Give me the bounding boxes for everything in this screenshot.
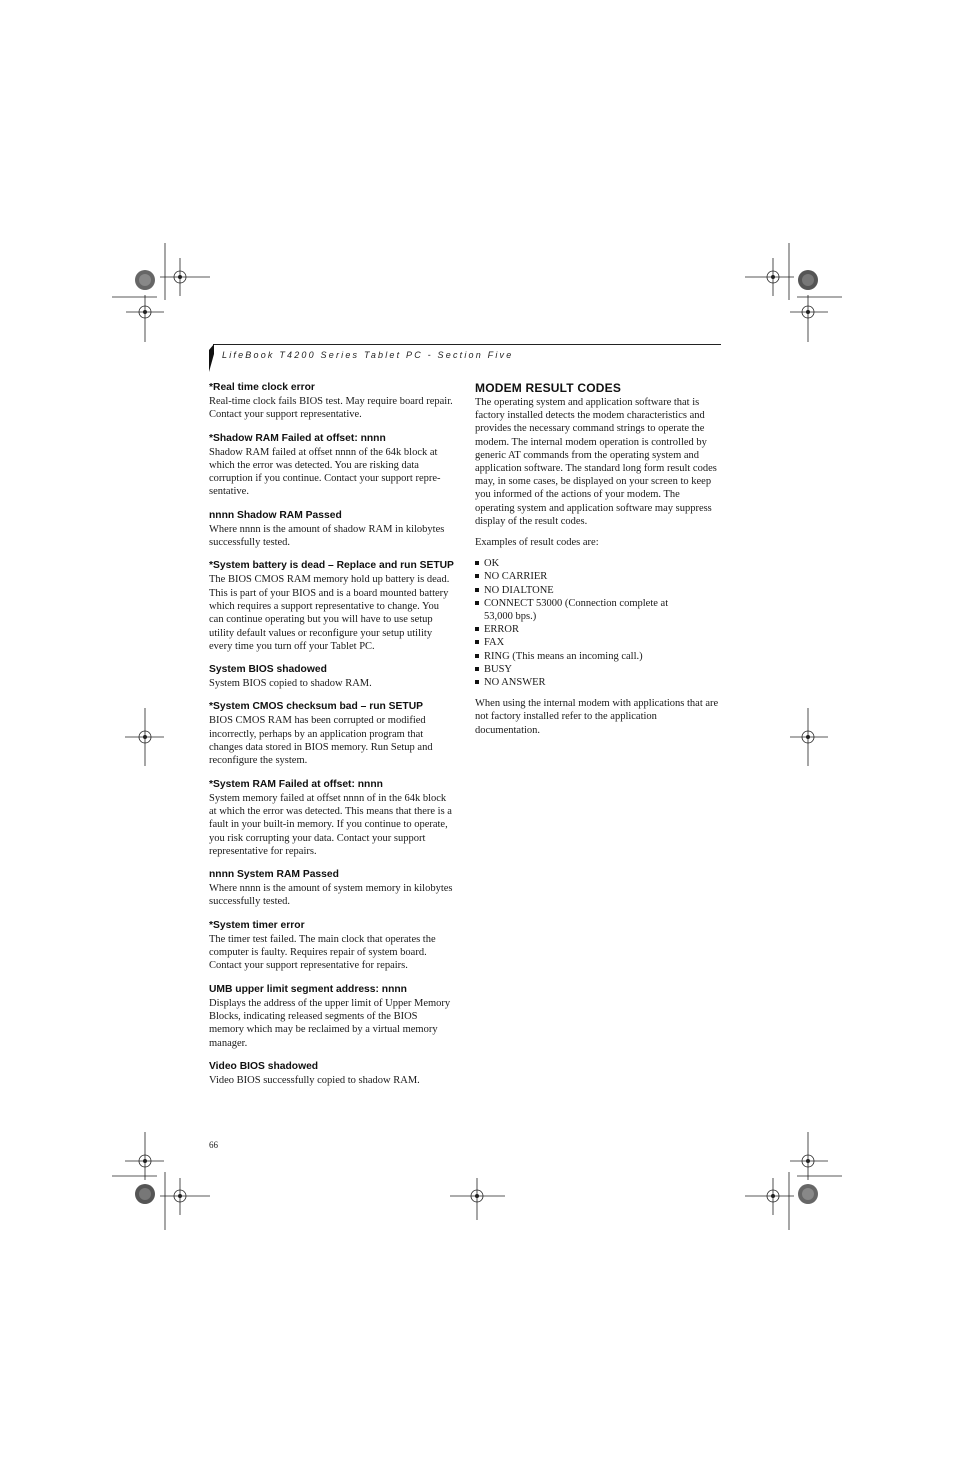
result-code: RING (This means an incoming call.): [484, 650, 643, 662]
message-body: BIOS CMOS RAM has been corrupted or modified incorrectly, perhaps by an application program that changes data stored in BIOS memory. Run Setup and reconfigure the system.: [209, 715, 433, 767]
message-title: *Shadow RAM Failed at offset: nnnn: [209, 432, 386, 444]
bullet-icon: [475, 561, 479, 565]
message-body: Where nnnn is the amount of system memory in kilobytes successfully tested.: [209, 883, 453, 908]
message-entry: [209, 919, 455, 973]
message-title: *System RAM Failed at offset: nnnn: [209, 778, 383, 790]
message-body: The timer test failed. The main clock that operates the computer is faulty. Requires repair of system board. Contact your support representative for repairs.: [209, 933, 436, 972]
running-header: [209, 344, 721, 372]
bullet-icon: [475, 667, 479, 671]
message-title: UMB upper limit segment address: nnnn: [209, 983, 407, 995]
message-entry: [209, 700, 455, 767]
result-code: OK: [484, 558, 500, 570]
message-title: *System battery is dead – Replace and run SETUP: [209, 560, 454, 572]
list-item: [475, 636, 721, 649]
message-body: System BIOS copied to shadow RAM.: [209, 678, 372, 690]
message-entry: [209, 559, 455, 653]
bullet-icon: [475, 601, 479, 605]
left-column: [209, 381, 455, 1097]
header-tab-mark: [209, 344, 214, 372]
message-body: The BIOS CMOS RAM memory hold up battery is dead. This is part of your BIOS and is a board mounted battery which requires a support representative to change. You can continue operating but you will have to use setup utility default values or reconfigure your setup utility every time you turn off your Tablet PC.: [209, 574, 450, 652]
result-code: FAX: [484, 637, 505, 649]
message-title: *Real time clock error: [209, 382, 315, 393]
running-title: LifeBook T4200 Series Tablet PC - Section Five: [222, 350, 514, 360]
message-title: Video BIOS shadowed: [209, 1060, 319, 1072]
message-entry: [209, 509, 455, 550]
message-title: nnnn System RAM Passed: [209, 869, 339, 881]
bullet-icon: [475, 654, 479, 658]
page-number: 66: [209, 1140, 218, 1150]
message-body: Video BIOS successfully copied to shadow RAM.: [209, 1074, 420, 1086]
message-entry: [209, 432, 455, 499]
list-item: [475, 570, 721, 583]
result-code: NO ANSWER: [484, 677, 546, 689]
message-body: Real-time clock fails BIOS test. May require board repair. Contact your support representative.: [209, 396, 453, 421]
section-heading: MODEM RESULT CODES: [475, 381, 622, 395]
message-entry: [209, 778, 455, 858]
list-item: [475, 676, 721, 689]
message-title: *System timer error: [209, 919, 305, 931]
bullet-icon: [475, 680, 479, 684]
result-code: BUSY: [484, 663, 513, 675]
list-item: [475, 557, 721, 570]
list-item: [475, 623, 721, 636]
bullet-icon: [475, 588, 479, 592]
closing-paragraph: When using the internal modem with applications that are not factory installed refer to the application documentation.: [475, 698, 719, 736]
result-code: ERROR: [484, 624, 520, 636]
right-column: [475, 381, 721, 745]
bullet-icon: [475, 627, 479, 631]
list-item: [475, 663, 721, 676]
result-code: NO DIALTONE: [484, 584, 554, 596]
header-rule: [213, 344, 721, 345]
message-entry: [209, 663, 455, 690]
message-entry: [209, 381, 455, 422]
message-title: nnnn Shadow RAM Passed: [209, 509, 342, 521]
list-item: [475, 584, 721, 597]
message-body: Where nnnn is the amount of shadow RAM in kilobytes successfully tested.: [209, 523, 445, 549]
bullet-icon: [475, 640, 479, 644]
message-body: Shadow RAM failed at offset nnnn of the 64k block at which the error was detected. You are risking data corruption if you continue. Contact your support repre-sentative.: [209, 446, 441, 498]
result-code: CONNECT 53000 (Connection complete at 53,000 bps.): [484, 597, 669, 623]
message-body: Displays the address of the upper limit of Upper Memory Blocks, indicating released segments of the BIOS memory which may be reclaimed by a virtual memory manager.: [209, 997, 451, 1049]
list-item: [475, 650, 721, 663]
result-code-list: [475, 557, 721, 689]
list-item: [475, 597, 721, 623]
intro-paragraph: The operating system and application software that is factory installed detects the modem characteristics and provides the necessary command strings to operate the modem. The internal modem operation is controlled by generic AT commands from the operating system and application software. The standard long form result codes may, in some cases, be displayed on your screen to keep you informed of the actions of your modem. The operating system and application software may suppress display of the result codes.: [475, 397, 717, 527]
message-entry: [209, 868, 455, 909]
message-body: System memory failed at offset nnnn of in the 64k block at which the error was detected. This means that there is a fault in your built-in memory. If you continue to operate, you risk corrupting your data. Contact your support representative for repairs.: [209, 792, 452, 857]
result-code: NO CARRIER: [484, 571, 548, 583]
message-title: System BIOS shadowed: [209, 664, 327, 676]
bullet-icon: [475, 574, 479, 578]
message-entry: [209, 1060, 455, 1087]
message-title: *System CMOS checksum bad – run SETUP: [209, 701, 424, 713]
examples-label: Examples of result codes are:: [475, 537, 599, 549]
message-entry: [209, 983, 455, 1050]
